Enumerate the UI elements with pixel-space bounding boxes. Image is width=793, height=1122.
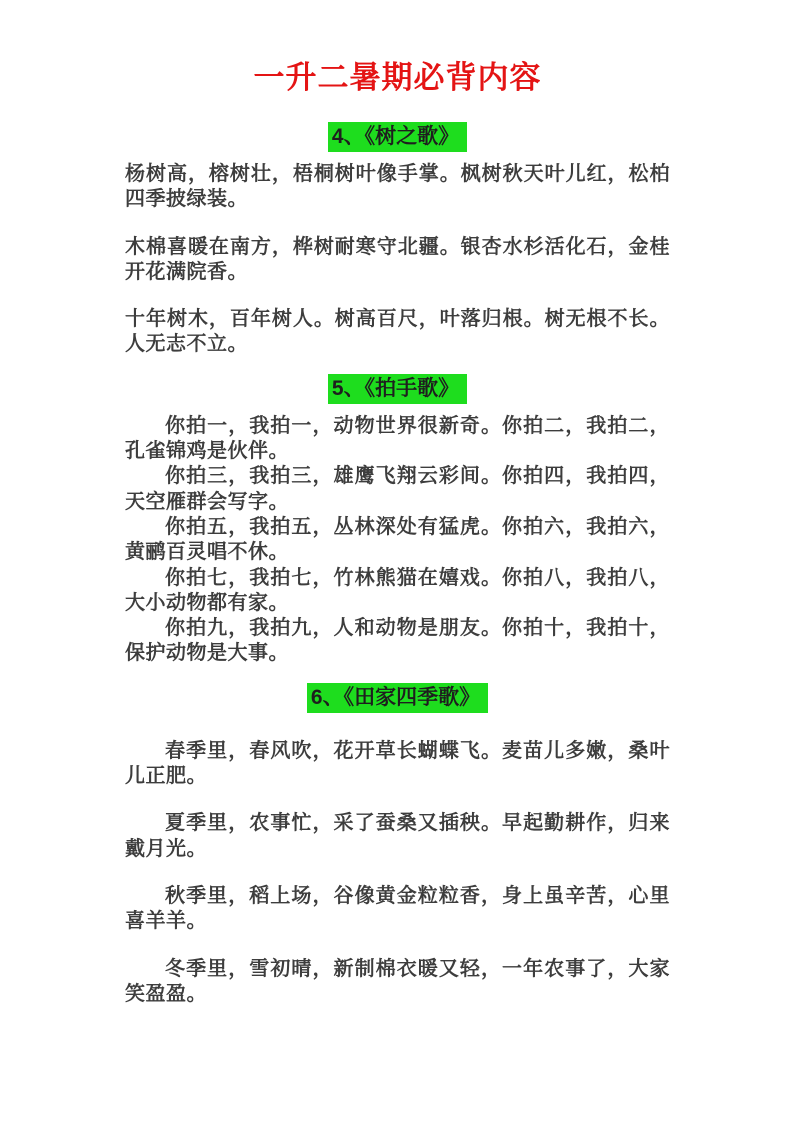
paragraph: 秋季里，稻上场，谷像黄金粒粒香，身上虽辛苦，心里喜羊羊。 (125, 884, 670, 933)
section-tian-jia-si-ji-ge (125, 683, 670, 1007)
paragraph: 你拍七，我拍七，竹林熊猫在嬉戏。你拍八，我拍八，大小动物都有家。 (125, 566, 670, 614)
paragraph: 杨树高，榕树壮，梧桐树叶像手掌。枫树秋天叶儿红，松柏四季披绿装。 (125, 163, 670, 211)
section-pai-shou-ge (125, 374, 670, 667)
section-shu-zhi-ge (125, 122, 670, 358)
section-heading-shu-zhi-ge: 4、《树之歌》 (328, 122, 467, 152)
page-title: 一升二暑期必背内容 (253, 60, 542, 95)
paragraph: 十年树木，百年树人。树高百尺，叶落归根。树无根不长。人无志不立。 (125, 308, 670, 356)
paragraph: 春季里，春风吹，花开草长蝴蝶飞。麦苗儿多嫩，桑叶儿正肥。 (125, 739, 670, 788)
section-heading-tian-jia-si-ji-ge: 6、《田家四季歌》 (307, 683, 488, 713)
paragraph: 你拍九，我拍九，人和动物是朋友。你拍十，我拍十，保护动物是大事。 (125, 617, 670, 665)
paragraph: 木棉喜暖在南方，桦树耐寒守北疆。银杏水杉活化石，金桂开花满院香。 (125, 235, 670, 283)
paragraph: 你拍一，我拍一，动物世界很新奇。你拍二，我拍二，孔雀锦鸡是伙伴。 (125, 414, 670, 463)
section-heading-row (125, 374, 670, 404)
section-body (125, 414, 670, 667)
section-body (125, 739, 670, 1007)
section-heading-row (125, 683, 670, 713)
paragraph: 你拍五，我拍五，丛林深处有猛虎。你拍六，我拍六，黄鹂百灵唱不休。 (125, 515, 670, 564)
section-heading-row (125, 122, 670, 152)
paragraph: 冬季里，雪初晴，新制棉衣暖又轻，一年农事了，大家笑盈盈。 (125, 957, 670, 1005)
paragraph: 你拍三，我拍三，雄鹰飞翔云彩间。你拍四，我拍四，天空雁群会写字。 (125, 465, 670, 513)
section-heading-pai-shou-ge: 5、《拍手歌》 (328, 374, 467, 404)
paragraph: 夏季里，农事忙，采了蚕桑又插秧。早起勤耕作，归来戴月光。 (125, 812, 670, 860)
section-body (125, 162, 670, 358)
